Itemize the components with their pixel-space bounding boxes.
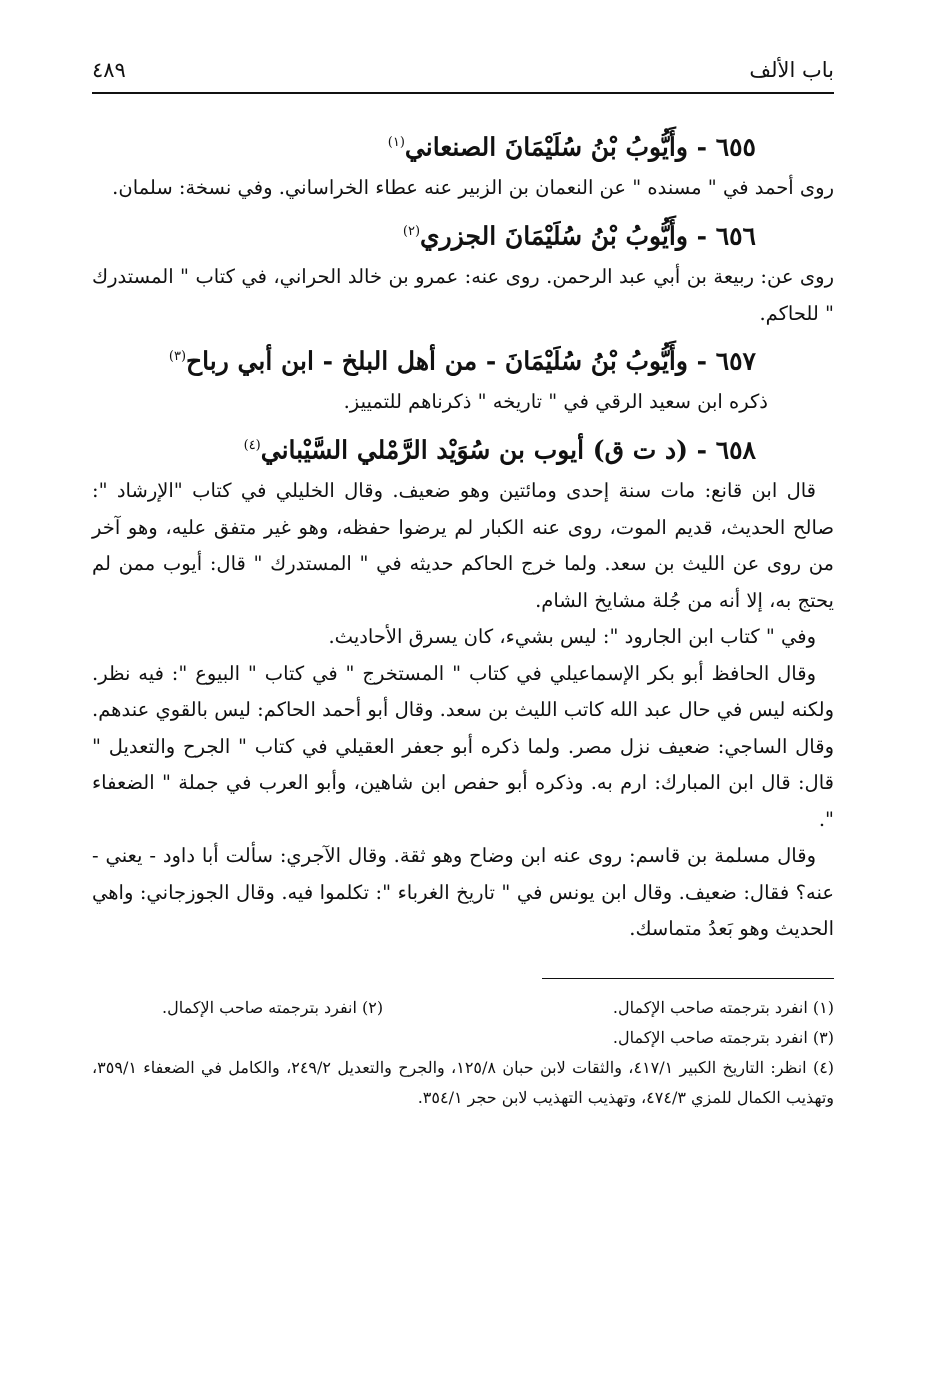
- entry-656: [92, 213, 834, 332]
- running-header: [92, 40, 834, 86]
- footnote-3: (٣) انفرد بترجمته صاحب الإكمال.: [612, 1027, 834, 1047]
- entry-text: وقال مسلمة بن قاسم: روى عنه ابن وضاح وهو ثقة. وقال الآجري: سألت أبا داود - يعني - عنه؟ فقال: ضعيف. وقال ابن يونس في " تاريخ الغرباء ": تكلموا فيه. وقال الجوزجاني: واهي الحديث وهو بَعدُ متماسك.: [92, 844, 834, 941]
- entry-text: روى عن: ربيعة بن أبي عبد الرحمن. روى عنه: عمرو بن خالد الحراني، في كتاب " المستدرك " للحاكم.: [92, 265, 834, 325]
- header-rule: [92, 92, 834, 94]
- entry-655: [92, 124, 834, 207]
- entry-title: ٦٥٦ - وأَيُّوبُ بْنُ سُلَيْمَانَ الجزري$^{(٢)}$: [402, 221, 756, 251]
- footnote-ref[interactable]: (١): [387, 135, 405, 150]
- footnote-ref[interactable]: (٣): [168, 349, 187, 365]
- entry-title: ٦٥٧ - وأَيُّوبُ بْنُ سُلَيْمَانَ - من أهل البلخ - ابن أبي رباح$^{(٣)}$: [168, 346, 756, 376]
- footnote-rule: [542, 978, 834, 979]
- footnote-4: (٤) انظر: التاريخ الكبير ٤١٧/١، والثقات لابن حبان ١٢٥/٨، والجرح والتعديل ٢٤٩/٢، والكامل في الضعفاء ٣٥٩/١، وتهذيب الكمال للمزي ٤٧٤/٣، وتهذيب التهذيب لابن حجر ٣٥٤/١.: [92, 1057, 835, 1107]
- footnote-1: (١) انفرد بترجمته صاحب الإكمال.: [612, 997, 834, 1017]
- entry-text: روى أحمد في " مسنده " عن النعمان بن الزبير عنه عطاء الخراساني. وفي نسخة: سلمان.: [112, 176, 834, 200]
- chapter-title: باب الألف: [749, 58, 834, 82]
- entry-658: [92, 427, 834, 948]
- footnotes: [92, 993, 834, 1113]
- entry-text: ذكره ابن سعيد الرقي في " تاريخه " ذكرناهم للتمييز.: [343, 390, 768, 414]
- footnote-ref[interactable]: (٢): [402, 223, 421, 239]
- footnote-row: [92, 993, 834, 1023]
- page-number: ٤٨٩: [92, 58, 126, 82]
- entry-text: وفي " كتاب ابن الجارود ": ليس بشيء، كان يسرق الأحاديث.: [328, 625, 816, 649]
- entry-657: [92, 338, 834, 421]
- footnote-2: (٢) انفرد بترجمته صاحب الإكمال.: [162, 997, 384, 1017]
- entry-title: ٦٥٥ - وأَيُّوبُ بْنُ سُلَيْمَانَ الصنعاني$^{(١)}$: [387, 132, 756, 162]
- book-page: [92, 40, 834, 1113]
- entry-title: ٦٥٨ - (د ت ق) أيوب بن سُوَيْد الرَّمْلي السَّيْباني$^{(٤)}$: [243, 435, 756, 465]
- entry-text: قال ابن قانع: مات سنة إحدى ومائتين وهو ضعيف. وقال الخليلي في كتاب "الإرشاد ": صالح الحديث، قديم الموت، روى عنه الكبار لم يرضوا حفظه، وهو غير متفق عليه، وهو آخر من روى عن الليث بن سعد. ولما خرج الحاكم حديثه في " المستدرك " قال: أيوب ممن لم يحتج به، إلا أنه من جُلة مشايخ الشام.: [92, 479, 835, 612]
- entry-text: وقال الحافظ أبو بكر الإسماعيلي في كتاب " المستخرج " في كتاب " البيوع ": فيه نظر. ولكنه ليس في حال عبد الله كاتب الليث بن سعد. وقال أبو أحمد الحاكم: ليس بالقوي عندهم. وقال الساجي: ضعيف نزل مصر. ولما ذكره أبو جعفر العقيلي في كتاب " الجرح والتعديل " قال: قال ابن المبارك: ارم به. وذكره أبو حفص ابن شاهين، وأبو العرب في جملة " الضعفاء ".: [92, 661, 834, 831]
- footnote-ref[interactable]: (٤): [243, 437, 261, 453]
